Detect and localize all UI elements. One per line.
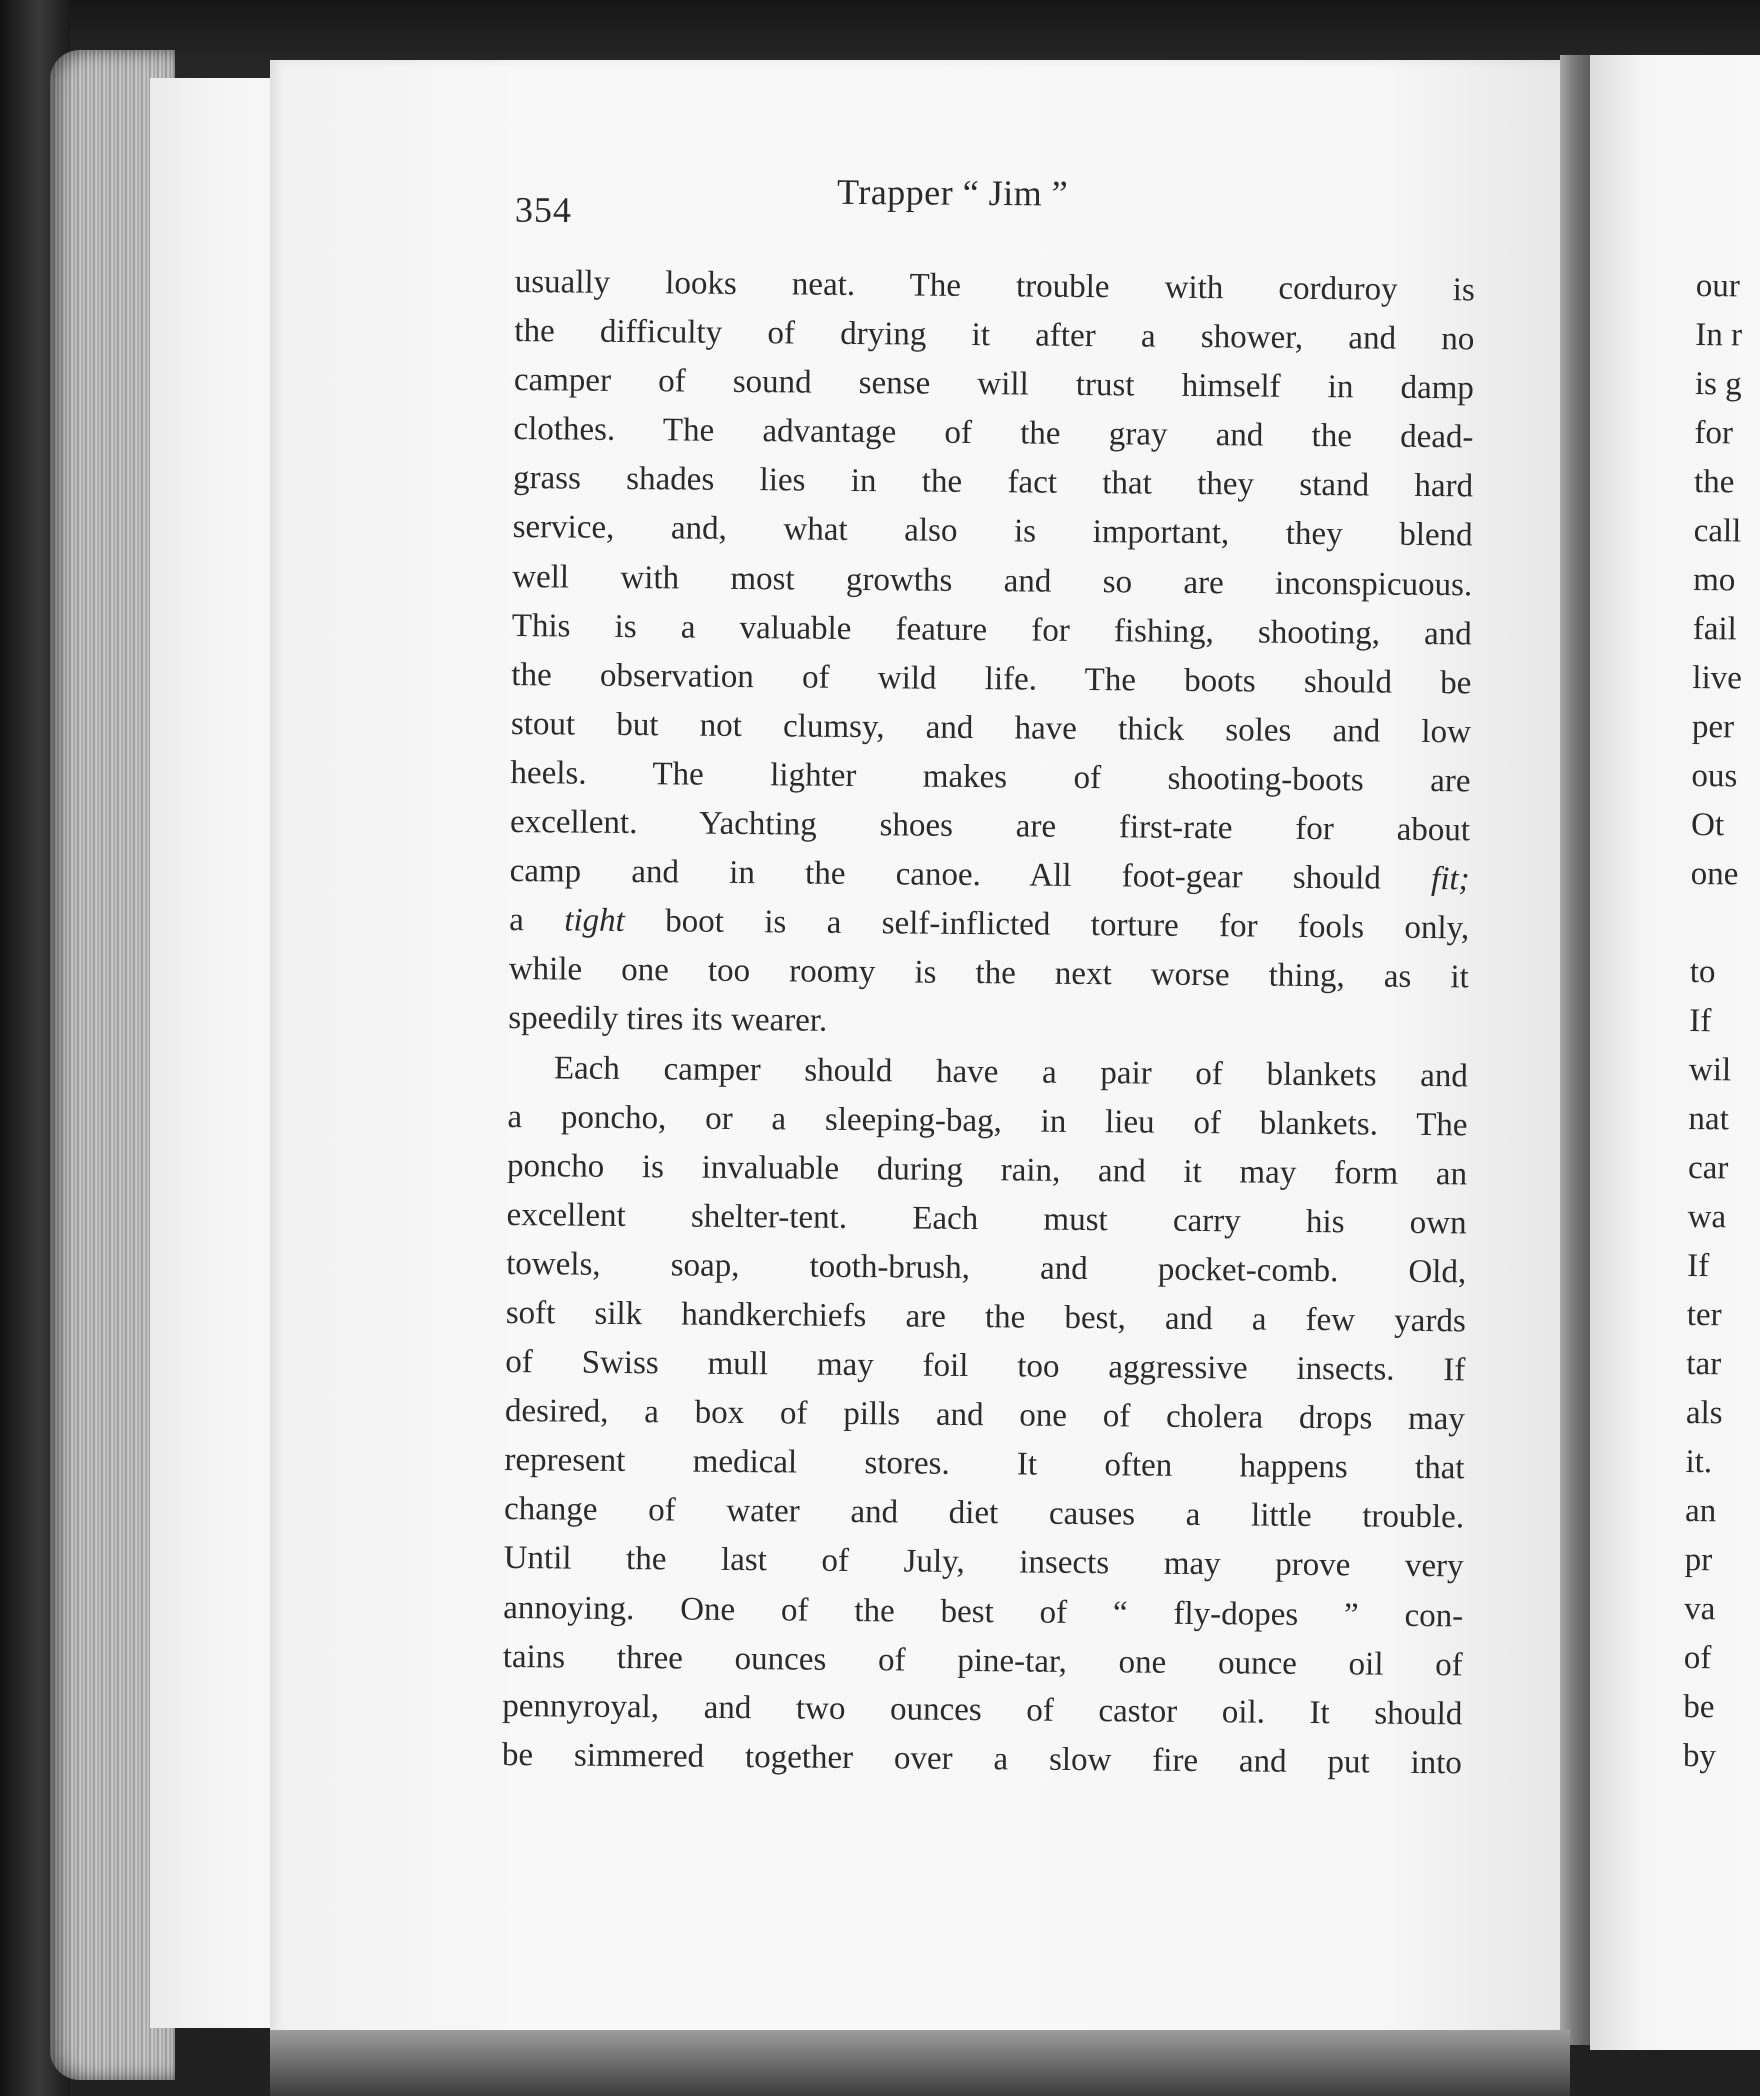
right-page-line: If [1687, 1247, 1710, 1285]
text-line: service, and, what also is important, they blend [512, 509, 1473, 554]
text-line: speedily tires its wearer. [508, 1000, 828, 1040]
page-number: 354 [514, 189, 573, 231]
text-line: grass shades lies in the fact that they stand hard [512, 460, 1474, 505]
text-line: pennyroyal, and two ounces of castor oil. It should [502, 1687, 1463, 1733]
text-line: a poncho, or a sleeping-bag, in lieu of blankets. The [507, 1098, 1468, 1143]
book-gutter [1560, 55, 1590, 2045]
text-line: change of water and diet causes a little trouble. [503, 1491, 1465, 1536]
right-page-line: by [1682, 1737, 1717, 1775]
right-page-line: it. [1685, 1443, 1713, 1481]
right-page-line: If [1689, 1002, 1712, 1040]
right-page-line: be [1683, 1688, 1715, 1726]
right-page-line: wil [1688, 1051, 1732, 1089]
right-page-line: an [1684, 1492, 1717, 1530]
text-line: of Swiss mull may foil too aggressive insects. If [505, 1344, 1466, 1389]
right-page-line: mo [1693, 561, 1736, 599]
text-line: tains three ounces of pine-tar, one ounce oil of [502, 1638, 1463, 1683]
text-line: a tight boot is a self-inflicted torture for fools only, [509, 902, 1470, 947]
text-line: poncho is invaluable during rain, and it may form an [506, 1147, 1468, 1193]
right-page-line: In r [1695, 316, 1743, 354]
right-page-line: ter [1686, 1296, 1722, 1334]
right-page-line: nat [1688, 1100, 1730, 1138]
text-line: excellent. Yachting shoes are first-rate for about [509, 804, 1471, 849]
page-bottom-shadow [270, 2030, 1570, 2096]
text-line: usually looks neat. The trouble with corduroy is [514, 263, 1475, 309]
text-line: the observation of wild life. The boots should be [511, 656, 1472, 702]
right-page-line: car [1687, 1149, 1729, 1187]
right-page-line: for [1694, 414, 1734, 452]
right-page-line: ous [1691, 757, 1738, 795]
text-line: stout but not clumsy, and have thick soles and low [510, 705, 1472, 751]
text-line: camp and in the canoe. All foot-gear should fit; [509, 853, 1470, 898]
page-edges-inner [150, 78, 280, 2028]
text-line: while one too roomy is the next worse thing, as it [508, 951, 1469, 996]
right-page-line: als [1685, 1394, 1723, 1432]
text-line: Until the last of July, insects may prove very [503, 1540, 1464, 1585]
text-line: well with most growths and so are inconspicuous. [512, 558, 1473, 603]
text-line: annoying. One of the best of “ fly-dopes ” con- [503, 1589, 1464, 1634]
right-page-line: is g [1694, 365, 1742, 403]
right-page-line: to [1689, 953, 1716, 991]
right-page-line: Ot [1690, 806, 1725, 844]
body-text [502, 258, 1475, 1788]
right-page-line [1690, 899, 1754, 949]
right-page-line: va [1684, 1590, 1716, 1628]
right-page-line: call [1693, 512, 1742, 550]
text-line: excellent shelter-tent. Each must carry his own [506, 1196, 1467, 1242]
right-page-line: wa [1687, 1198, 1727, 1236]
right-page-line: fail [1692, 610, 1737, 648]
right-page-text [1683, 262, 1760, 1782]
text-line: This is a valuable feature for fishing, shooting, and [511, 607, 1472, 653]
text-line: clothes. The advantage of the gray and the dead- [513, 411, 1474, 456]
text-line: desired, a box of pills and one of cholera drops may [504, 1393, 1466, 1438]
right-page-line: tar [1686, 1345, 1722, 1383]
text-line: soft silk handkerchiefs are the best, and a few yards [505, 1294, 1466, 1340]
text-line: represent medical stores. It often happens that [504, 1442, 1465, 1487]
right-page-line: one [1690, 855, 1739, 893]
right-page-line: pr [1684, 1541, 1713, 1579]
running-head: Trapper “ Jim ” [836, 171, 1069, 214]
text-line: camper of sound sense will trust himself in damp [513, 362, 1475, 407]
right-page-line: of [1683, 1639, 1712, 1677]
text-line: Each camper should have a pair of blankets and [553, 1049, 1469, 1094]
text-line: heels. The lighter makes of shooting-boots are [510, 754, 1471, 800]
text-line: towels, soap, tooth-brush, and pocket-comb. Old, [506, 1245, 1467, 1291]
right-page-line: live [1692, 659, 1743, 697]
page-header [515, 169, 1475, 236]
text-line: be simmered together over a slow fire and put into [501, 1736, 1463, 1782]
right-page-line: our [1695, 267, 1740, 305]
right-page-line: the [1693, 463, 1735, 501]
right-page-line: per [1691, 708, 1735, 746]
text-line: the difficulty of drying it after a shower, and no [514, 313, 1475, 358]
